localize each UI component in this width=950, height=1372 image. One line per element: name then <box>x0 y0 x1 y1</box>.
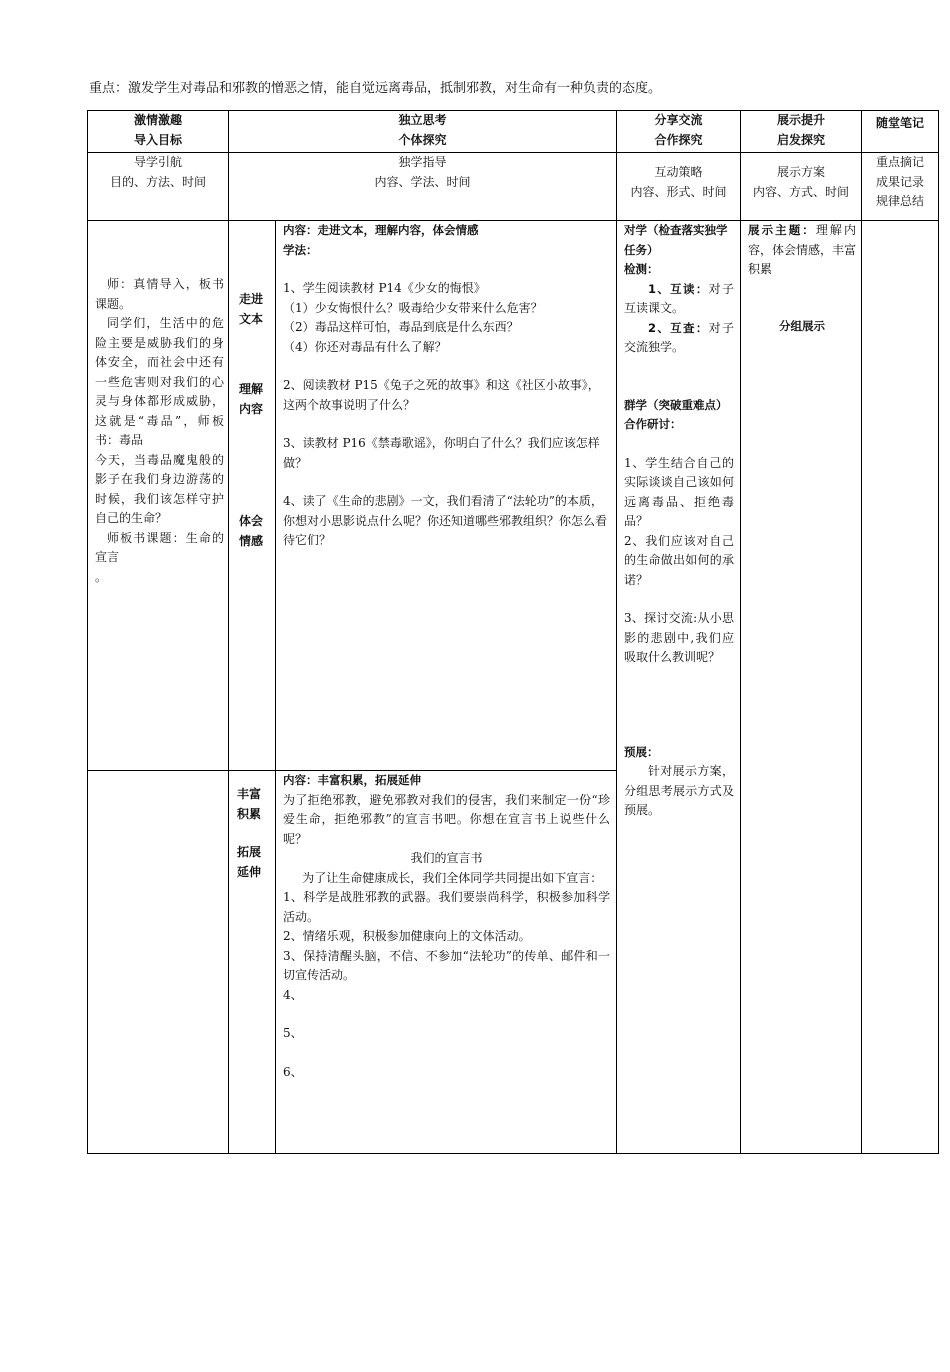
side-label-cell <box>229 221 276 771</box>
preview-text: 针对展示方案，分组思考展示方式及预展。 <box>624 764 734 817</box>
side-label: 走进 <box>239 292 264 306</box>
preview-label: 预展： <box>624 744 659 759</box>
subheader-guide: 导学引航 目的、方法、时间 <box>88 153 229 221</box>
section-one-row <box>88 221 939 771</box>
notes-cell <box>862 221 939 1154</box>
side-label: 积累 <box>237 806 262 821</box>
header-intro: 激情激趣 导入目标 <box>88 111 229 153</box>
group-show-label: 分组展示 <box>779 318 825 333</box>
side-label: 文本 <box>239 311 264 326</box>
show-theme-label: 展示主题： <box>748 223 816 237</box>
subheader-row <box>88 153 939 221</box>
question: 4、读了《生命的悲剧》一文，我们看清了“法轮功”的本质，你想对小思影说点什么呢？你还知道哪些邪教组织？你怎么看待它们？ <box>283 494 608 547</box>
question: 2、阅读教材 P15《兔子之死的故事》和这《社区小故事》，这两个故事说明了什么？ <box>283 378 600 412</box>
subheader-study: 独学指导 内容、学法、时间 <box>229 153 617 221</box>
intro-line: 。 <box>95 569 108 584</box>
declaration-item: 4、 <box>283 987 303 1002</box>
declaration-title: 我们的宣言书 <box>410 851 483 865</box>
check-label: 2、互查： <box>648 320 709 335</box>
header-share: 分享交流 合作探究 <box>617 111 741 153</box>
side-label-cell-2 <box>229 771 276 1154</box>
header-independent: 独立思考 个体探究 <box>229 111 617 153</box>
question: （2）毒品这样可怕，毒品到底是什么东西？ <box>283 320 519 334</box>
declaration-item: 5、 <box>283 1026 303 1040</box>
intro-line: 师板书课题：生命的宣言 <box>95 530 224 564</box>
header-row <box>88 111 939 153</box>
discussion-item: 1、学生结合自己的实际谈谈自己该如何远离毒品、拒绝毒品？ <box>624 455 734 528</box>
study-guide-cell <box>276 221 617 771</box>
extension-intro: 为了拒绝邪教，避免邪教对我们的侵害，我们来制定一份“珍爱生命，拒绝邪教”的宣言书吧。你想在宣言书上说些什么呢？ <box>283 792 610 846</box>
intro-cell <box>88 221 229 771</box>
subheader-strategy: 互动策略 内容、形式、时间 <box>617 153 741 221</box>
intro-line: 同学们，生活中的危险主要是威胁我们的身体安全，而社会中还有一些危害则对我们的心灵与身体都形成威胁，这就是“毒品”，师板书：毒品 <box>95 316 224 447</box>
share-heading: 检测： <box>624 262 659 276</box>
content-title: 内容：走进文本，理解内容，体会情感 <box>283 223 479 237</box>
side-label: 体会 <box>239 514 264 528</box>
discussion-item: 2、我们应该对自己的生命做出如何的承诺？ <box>624 533 734 587</box>
content-title: 内容：丰富积累，拓展延伸 <box>283 773 421 787</box>
method-title: 学法： <box>283 242 318 257</box>
share-cell <box>617 221 741 1154</box>
discussion-item: 3、探讨交流:从小思影的悲剧中,我们应吸取什么教训呢？ <box>624 611 734 664</box>
side-label: 丰富 <box>237 787 262 801</box>
check-text: 对子交流独学。 <box>624 320 734 354</box>
declaration-preamble: 为了让生命健康成长，我们全体同学共同提出如下宣言： <box>302 870 603 885</box>
question: 3、读教材 P16《禁毒歌谣》，你明白了什么？我们应该怎样做？ <box>283 436 600 470</box>
declaration-item: 2、情绪乐观，积极参加健康向上的文体活动。 <box>283 929 531 943</box>
focus-statement: 重点：激发学生对毒品和邪教的憎恶之情，能自觉远离毒品，抵制邪教，对生命有一种负责的态度。 <box>89 81 662 96</box>
show-cell <box>741 221 862 1154</box>
side-label: 情感 <box>239 533 264 548</box>
question: （4）你还对毒品有什么了解？ <box>283 339 447 354</box>
side-label: 拓展 <box>237 845 262 859</box>
intro-line: 今天，当毒品魔鬼般的影子在我们身边游荡的时候，我们该怎样守护自己的生命？ <box>95 452 224 525</box>
check-label: 1、互读： <box>648 281 709 296</box>
side-label: 内容 <box>239 401 264 416</box>
header-notes: 随堂笔记 <box>862 111 939 153</box>
side-label: 理解 <box>239 382 264 396</box>
intro-line: 师：真情导入，板书课题。 <box>95 277 224 311</box>
subheader-notes: 重点摘记 成果记录 规律总结 <box>862 153 939 221</box>
subheader-plan: 展示方案 内容、方式、时间 <box>741 153 862 221</box>
share-heading: 群学（突破重难点） <box>624 397 728 412</box>
lesson-plan-table <box>87 110 939 1154</box>
question: （1）少女悔恨什么？吸毒给少女带来什么危害？ <box>283 300 543 315</box>
declaration-item: 1、科学是战胜邪教的武器。我们要崇尚科学，积极参加科学活动。 <box>283 890 610 924</box>
show-theme-text: 理解内容，体会情感，丰富积累 <box>748 223 857 276</box>
header-show: 展示提升 启发探究 <box>741 111 862 153</box>
intro-cell-empty <box>88 771 229 1154</box>
extension-cell <box>276 771 617 1154</box>
question: 1、学生阅读教材 P14《少女的悔恨》 <box>283 281 486 295</box>
declaration-item: 3、保持清醒头脑，不信、不参加“法轮功”的传单、邮件和一切宣传活动。 <box>283 948 610 982</box>
declaration-item: 6、 <box>283 1064 303 1079</box>
side-label: 延伸 <box>237 864 262 879</box>
share-heading: 对学（检查落实独学任务） <box>624 223 728 257</box>
check-text: 对子互读课文。 <box>624 281 734 315</box>
share-heading: 合作研讨： <box>624 417 682 431</box>
